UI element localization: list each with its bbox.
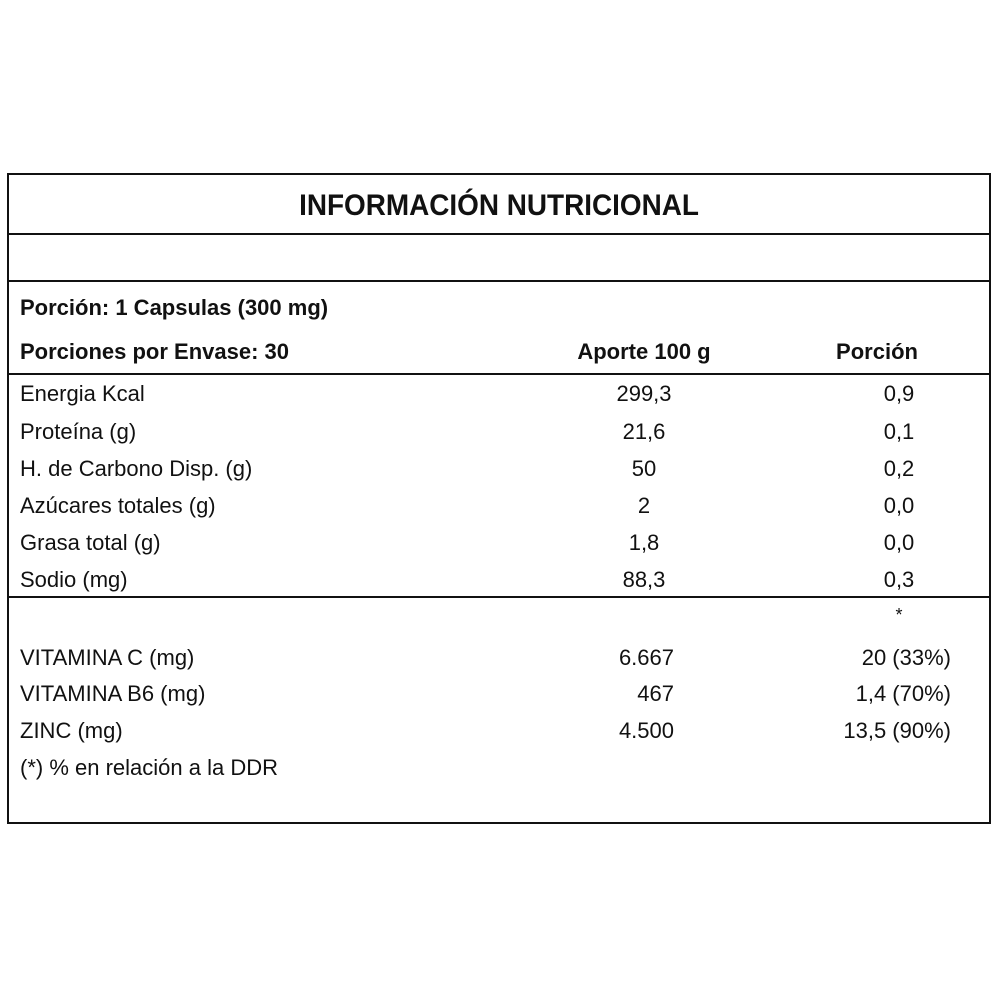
divider bbox=[9, 280, 989, 282]
nutrient-per-100g: 2 bbox=[637, 493, 651, 518]
micronutrient-per-100g: 6.667 bbox=[618, 645, 674, 670]
nutrient-per-portion: 0,0 bbox=[883, 493, 915, 518]
nutrient-per-portion: 0,9 bbox=[883, 381, 915, 406]
micronutrient-name: VITAMINA B6 (mg) bbox=[20, 681, 206, 706]
nutrient-name: Azúcares totales (g) bbox=[20, 493, 216, 518]
micronutrient-per-portion: 13,5 (90%) bbox=[843, 718, 951, 743]
nutrition-facts-table bbox=[7, 173, 991, 824]
ddr-asterisk-marker: * bbox=[895, 605, 903, 625]
nutrient-per-portion: 0,1 bbox=[883, 419, 915, 444]
nutrient-name: Grasa total (g) bbox=[20, 530, 161, 555]
micronutrient-per-portion: 1,4 (70%) bbox=[855, 681, 951, 706]
micronutrient-per-100g: 467 bbox=[637, 681, 674, 706]
divider bbox=[9, 596, 989, 598]
nutrient-per-100g: 88,3 bbox=[622, 567, 666, 592]
portion-size: Porción: 1 Capsulas (300 mg) bbox=[20, 295, 329, 320]
nutrient-per-100g: 50 bbox=[631, 456, 657, 481]
nutrient-per-portion: 0,2 bbox=[883, 456, 915, 481]
nutrient-per-100g: 299,3 bbox=[616, 381, 672, 406]
divider bbox=[9, 373, 989, 375]
nutrient-per-portion: 0,3 bbox=[883, 567, 915, 592]
nutrient-per-100g: 1,8 bbox=[628, 530, 660, 555]
nutrient-name: Energia Kcal bbox=[20, 381, 145, 406]
column-header-per-portion: Porción bbox=[836, 339, 918, 364]
nutrient-per-100g: 21,6 bbox=[622, 419, 666, 444]
servings-per-container: Porciones por Envase: 30 bbox=[20, 339, 289, 364]
ddr-footnote: (*) % en relación a la DDR bbox=[20, 755, 278, 780]
nutrient-per-portion: 0,0 bbox=[883, 530, 915, 555]
micronutrient-per-portion: 20 (33%) bbox=[861, 645, 951, 670]
nutrient-name: Sodio (mg) bbox=[20, 567, 128, 592]
column-header-per-100g: Aporte 100 g bbox=[577, 339, 711, 364]
divider bbox=[9, 233, 989, 235]
micronutrient-per-100g: 4.500 bbox=[618, 718, 674, 743]
nutrient-name: H. de Carbono Disp. (g) bbox=[20, 456, 253, 481]
micronutrient-name: VITAMINA C (mg) bbox=[20, 645, 195, 670]
micronutrient-name: ZINC (mg) bbox=[20, 718, 123, 743]
table-title: INFORMACIÓN NUTRICIONAL bbox=[299, 189, 699, 222]
nutrient-name: Proteína (g) bbox=[20, 419, 137, 444]
